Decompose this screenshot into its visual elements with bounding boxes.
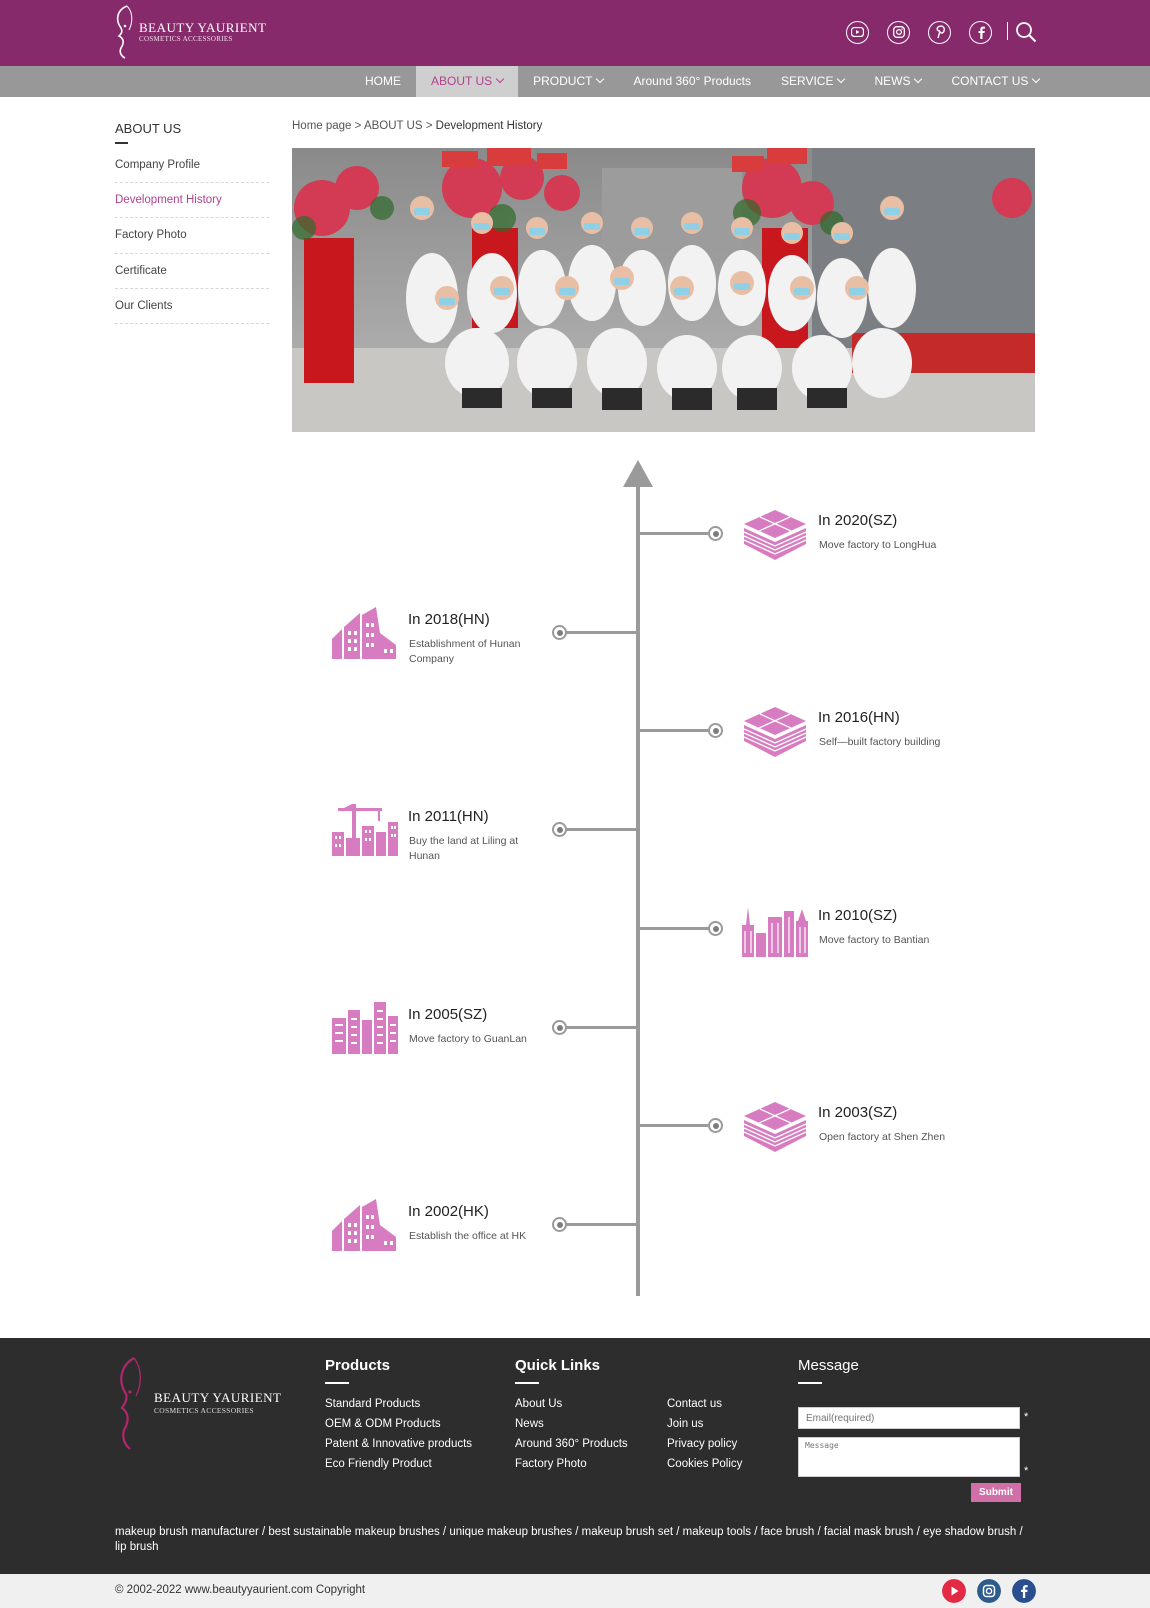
timeline-branch: [562, 1026, 636, 1029]
timeline-description: Establish the office at HK: [409, 1230, 527, 1242]
timeline-branch: [640, 1124, 714, 1127]
chevron-down-icon: [496, 75, 504, 83]
header-divider: [1007, 22, 1008, 40]
timeline-dot: [708, 1118, 723, 1133]
timeline-description: Establishment of Hunan Company: [409, 638, 521, 665]
footer-quick-links-title: Quick Links: [515, 1357, 601, 1374]
timeline-dot: [708, 921, 723, 936]
footer-link-about-us[interactable]: About Us: [515, 1398, 563, 1410]
timeline-description: Move factory to LongHua: [819, 539, 937, 551]
slanted-building-icon: [330, 1197, 400, 1253]
instagram-icon[interactable]: [977, 1579, 1001, 1603]
timeline-branch: [640, 729, 714, 732]
footer-link-around-360-products[interactable]: Around 360° Products: [515, 1438, 628, 1450]
sidebar-title: ABOUT US: [115, 121, 182, 136]
site-logo[interactable]: [113, 4, 267, 60]
footer-message-underline: [798, 1382, 822, 1384]
nav-item-service[interactable]: [766, 66, 859, 97]
footer-link-oem-odm-products[interactable]: OEM & ODM Products: [325, 1418, 441, 1430]
timeline-dot: [552, 822, 567, 837]
chevron-down-icon: [596, 75, 604, 83]
footer-quick-links-underline: [515, 1382, 539, 1384]
breadcrumb-section[interactable]: ABOUT US: [363, 120, 423, 132]
nav-item-label: NEWS: [874, 74, 911, 88]
sidebar-item-certificate[interactable]: Certificate: [115, 254, 269, 289]
nav-item-news[interactable]: [859, 66, 936, 97]
copyright-text: © 2002-2022 www.beautyyaurient.com Copyright: [115, 1584, 366, 1596]
nav-item-about-us[interactable]: [416, 66, 518, 97]
timeline-year: In 2020(SZ): [818, 512, 898, 529]
factory-blocks-icon: [330, 1000, 400, 1056]
timeline-year: In 2011(HN): [408, 808, 489, 825]
chevron-down-icon: [837, 75, 845, 83]
nav-item-around-360-products[interactable]: [618, 66, 766, 97]
timeline-description: Move factory to GuanLan: [409, 1033, 527, 1045]
footer-products-underline: [325, 1382, 349, 1384]
header-social-links: [846, 20, 992, 44]
timeline-description: Open factory at Shen Zhen: [819, 1131, 946, 1143]
footer-link-contact-us[interactable]: Contact us: [667, 1398, 722, 1410]
timeline-arrow-head: [623, 460, 653, 487]
timeline-dot: [708, 723, 723, 738]
footer-link-news[interactable]: News: [515, 1418, 544, 1430]
sidebar-item-company-profile[interactable]: Company Profile: [115, 148, 269, 183]
message-required-mark: *: [1024, 1465, 1029, 1477]
sidebar-item-our-clients[interactable]: Our Clients: [115, 289, 269, 324]
nav-item-home[interactable]: [350, 66, 416, 97]
facebook-icon[interactable]: [969, 21, 992, 44]
search-icon[interactable]: [1015, 21, 1037, 43]
footer-products-title: Products: [325, 1357, 391, 1374]
footer-link-join-us[interactable]: Join us: [667, 1418, 704, 1430]
timeline-description: Self—built factory building: [819, 736, 941, 748]
footer-logo-brand: BEAUTY YAURIENT: [154, 1390, 282, 1405]
main-nav: [350, 66, 1054, 97]
footer-keywords[interactable]: makeup brush manufacturer / best sustainable makeup brushes / unique makeup brushes / makeup brush set / makeup tools / face brush / facial mask brush / eye shadow brush / lip brush: [115, 1526, 1023, 1553]
timeline-year: In 2005(SZ): [408, 1006, 488, 1023]
chevron-down-icon: [1032, 75, 1040, 83]
team-photo: [292, 148, 1035, 432]
city-towers-icon: [740, 903, 810, 959]
footer-link-cookies-policy[interactable]: Cookies Policy: [667, 1458, 743, 1470]
facebook-icon[interactable]: [1012, 1579, 1036, 1603]
timeline-branch: [640, 927, 714, 930]
breadcrumb: [292, 120, 542, 132]
timeline-year: In 2010(SZ): [818, 907, 898, 924]
stacked-building-icon: [740, 705, 810, 761]
pinterest-icon[interactable]: [928, 21, 951, 44]
footer-link-patent-innovative-products[interactable]: Patent & Innovative products: [325, 1438, 473, 1450]
nav-item-label: CONTACT US: [951, 74, 1029, 88]
email-field[interactable]: [798, 1407, 1020, 1429]
nav-item-label: Around 360° Products: [633, 74, 752, 88]
sidebar-item-development-history[interactable]: Development History: [115, 183, 269, 218]
sidebar-title-underline: [115, 142, 128, 144]
nav-item-label: ABOUT US: [431, 74, 493, 88]
breadcrumb-separator: >: [354, 120, 362, 132]
submit-button[interactable]: Submit: [971, 1483, 1021, 1502]
top-header: [0, 0, 1150, 66]
footer-quick-links-col2: [667, 1394, 742, 1474]
email-required-mark: *: [1024, 1411, 1029, 1423]
message-field[interactable]: [798, 1437, 1020, 1477]
logo-subtitle: COSMETICS ACCESSORIES: [139, 35, 233, 43]
sidebar-item-factory-photo[interactable]: Factory Photo: [115, 218, 269, 253]
footer-products-list: [325, 1394, 472, 1474]
footer-logo-subtitle: COSMETICS ACCESSORIES: [154, 1406, 254, 1415]
footer-link-standard-products[interactable]: Standard Products: [325, 1398, 421, 1410]
slanted-building-icon: [330, 605, 400, 661]
timeline-dot: [552, 625, 567, 640]
timeline-description: Move factory to Bantian: [819, 934, 930, 946]
main-nav-bar: [0, 66, 1150, 97]
footer-link-privacy-policy[interactable]: Privacy policy: [667, 1438, 738, 1450]
logo-face-icon: [113, 4, 137, 60]
timeline-year: In 2003(SZ): [818, 1104, 898, 1121]
timeline-year: In 2002(HK): [408, 1203, 489, 1220]
timeline-year: In 2018(HN): [408, 611, 490, 628]
construction-crane-icon: [330, 802, 400, 858]
nav-item-contact-us[interactable]: [936, 66, 1054, 97]
timeline-axis: [636, 484, 640, 1296]
footer-quick-links-col1: [515, 1394, 628, 1474]
timeline-description: Buy the land at Liling at Hunan: [409, 835, 519, 862]
breadcrumb-home[interactable]: Home page: [292, 120, 352, 132]
footer-logo[interactable]: [114, 1356, 294, 1451]
nav-item-label: SERVICE: [781, 74, 834, 88]
breadcrumb-current: Development History: [435, 120, 543, 132]
timeline-branch: [562, 1223, 636, 1226]
nav-item-label: HOME: [365, 74, 401, 88]
breadcrumb-separator: >: [425, 120, 433, 132]
youtube-icon[interactable]: [846, 21, 869, 44]
logo-face-icon: [114, 1356, 148, 1451]
logo-brand: BEAUTY YAURIENT: [139, 20, 267, 35]
timeline-branch: [640, 532, 714, 535]
footer-link-factory-photo[interactable]: Factory Photo: [515, 1458, 587, 1470]
timeline-branch: [562, 828, 636, 831]
timeline-year: In 2016(HN): [818, 709, 900, 726]
footer-message-title: Message: [798, 1357, 859, 1374]
chevron-down-icon: [914, 75, 922, 83]
timeline-branch: [562, 631, 636, 634]
youtube-icon[interactable]: [942, 1579, 966, 1603]
timeline-dot: [552, 1217, 567, 1232]
timeline-dot: [708, 526, 723, 541]
nav-item-label: PRODUCT: [533, 74, 593, 88]
stacked-building-icon: [740, 508, 810, 564]
stacked-building-icon: [740, 1100, 810, 1156]
sidebar-menu: [115, 148, 269, 324]
timeline-dot: [552, 1020, 567, 1035]
instagram-icon[interactable]: [887, 21, 910, 44]
footer-link-eco-friendly-product[interactable]: Eco Friendly Product: [325, 1458, 432, 1470]
nav-item-product[interactable]: [518, 66, 618, 97]
